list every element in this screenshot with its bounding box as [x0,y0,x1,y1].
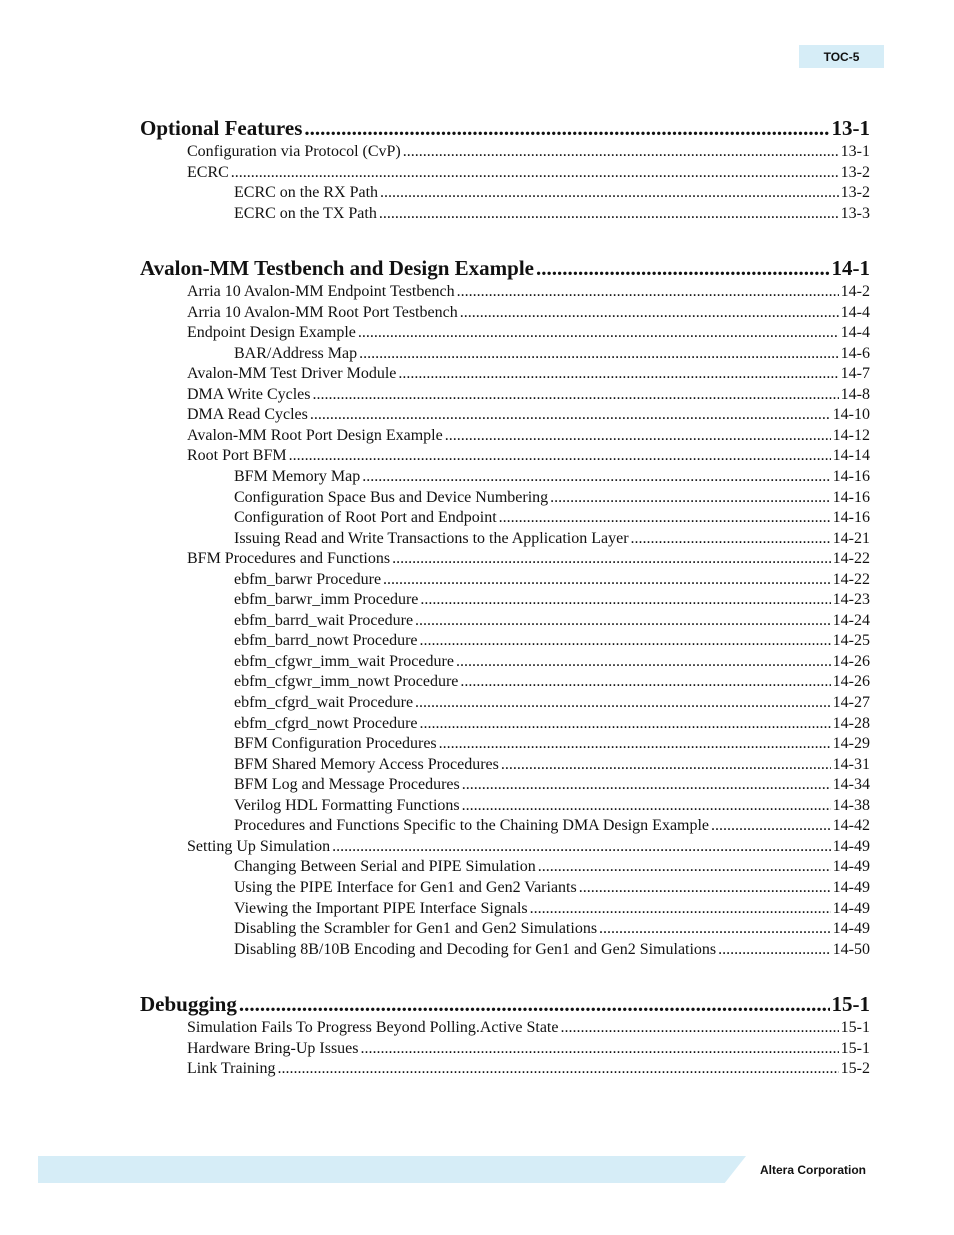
toc-entry[interactable] [187,283,870,301]
toc-entry-title: Disabling 8B/10B Encoding and Decoding for Gen1 and Gen2 Simulations [234,940,717,958]
toc-entry[interactable] [187,550,870,568]
section-heading-page: 14-1 [831,256,870,280]
toc-entry-title: Issuing Read and Write Transactions to the Application Layer [234,529,629,547]
toc-entry[interactable] [234,797,870,815]
dot-leader [460,673,830,691]
dot-leader [359,345,839,363]
footer-bar [38,1156,746,1183]
footer-company: Altera Corporation [760,1163,867,1177]
toc-entry[interactable] [234,756,870,774]
dot-leader [439,735,831,753]
toc-entry[interactable] [187,143,870,161]
page-number-tab [799,45,884,68]
section-heading-title: Debugging [140,992,237,1016]
toc-entry-page: 14-4 [840,324,870,342]
toc-entry-page: 14-16 [832,488,870,506]
toc-entry-page: 14-42 [832,817,870,835]
toc-entry-page: 14-12 [832,426,870,444]
toc-entry[interactable] [187,406,870,424]
dot-leader [358,324,839,342]
section-heading-title: Optional Features [140,116,303,140]
toc-entry-page: 14-31 [832,755,870,773]
toc-entry-page: 14-26 [832,652,870,670]
toc-entry-page: 14-49 [832,920,870,938]
toc-entry-page: 14-34 [832,776,870,794]
toc-entry-title: Avalon-MM Test Driver Module [187,365,397,383]
toc-entry[interactable] [187,1060,870,1078]
dot-leader [718,941,831,959]
toc-entry-title: ebfm_barrd_wait Procedure [234,611,414,629]
toc-entry-title: BFM Shared Memory Access Procedures [234,755,499,773]
toc-entry-page: 13-1 [840,143,870,160]
toc-entry[interactable] [234,509,870,527]
section-heading-title: Avalon-MM Testbench and Design Example [140,256,534,280]
dot-leader [499,509,831,527]
toc-entry[interactable] [234,941,870,959]
toc-entry[interactable] [187,365,870,383]
toc-entry-title: Viewing the Important PIPE Interface Signals [234,899,528,917]
dot-leader [383,571,831,589]
toc-entry-page: 14-49 [832,837,870,855]
toc-entry-page: 14-50 [832,940,870,958]
toc-entry-page: 14-26 [832,673,870,691]
dot-leader [460,304,839,322]
toc-entry-title: ebfm_barrd_nowt Procedure [234,632,418,650]
dot-leader [332,838,831,856]
toc-entry-page: 14-23 [832,591,870,609]
toc-entry-title: BFM Log and Message Procedures [234,776,460,794]
toc-entry-page: 15-1 [840,1039,870,1057]
toc-entry-title: Changing Between Serial and PIPE Simulation [234,858,536,876]
toc-entry-title: Using the PIPE Interface for Gen1 and Gen2 Variants [234,878,577,896]
toc-entry-title: Root Port BFM [187,447,287,465]
toc-entry-title: ebfm_cfgwr_imm_nowt Procedure [234,673,459,691]
dot-leader [310,406,831,424]
dot-leader [380,184,839,202]
dot-leader [550,489,831,507]
dot-leader [277,1060,838,1078]
toc-entry-title: Configuration of Root Port and Endpoint [234,509,497,527]
dot-leader [711,817,831,835]
toc-entry-page: 14-24 [832,611,870,629]
toc-entry[interactable] [234,715,870,733]
toc-entry-page: 13-2 [840,184,870,202]
toc-entry-page: 14-16 [832,509,870,527]
toc-entry-page: 14-49 [832,858,870,876]
toc-entry[interactable] [187,447,870,465]
toc-entry[interactable] [234,776,870,794]
dot-leader [560,1019,838,1037]
toc-entry-page: 14-25 [832,632,870,650]
toc-entry[interactable] [234,879,870,897]
dot-leader [456,653,831,671]
toc-entry[interactable] [187,386,870,404]
toc-entry[interactable] [234,489,870,507]
dot-leader [403,143,839,161]
toc-entry-title: Endpoint Design Example [187,324,356,342]
dot-leader [239,992,830,1017]
toc-entry-title: Avalon-MM Root Port Design Example [187,426,443,444]
dot-leader [445,427,831,445]
dot-leader [420,715,831,733]
dot-leader [631,530,831,548]
toc-entry-title: Disabling the Scrambler for Gen1 and Gen2 Simulations [234,920,598,938]
dot-leader [530,900,831,918]
toc-entry[interactable] [234,694,870,712]
toc-entry[interactable] [187,304,870,322]
toc-entry[interactable] [234,858,870,876]
toc-entry-title: Configuration via Protocol (CvP) [187,143,401,160]
section-heading-page: 15-1 [831,992,870,1016]
toc-entry[interactable] [234,530,870,548]
dot-leader [462,797,831,815]
toc-entry[interactable] [234,735,870,753]
toc-entry[interactable] [234,612,870,630]
toc-entry-title: Simulation Fails To Progress Beyond Polling.Active State [187,1019,559,1036]
toc-entry-page: 14-22 [832,550,870,568]
toc-entry[interactable] [187,427,870,445]
dot-leader [379,205,839,223]
dot-leader [415,694,831,712]
dot-leader [415,612,831,630]
toc-entry-title: Arria 10 Avalon-MM Endpoint Testbench [187,283,455,300]
toc-entry[interactable] [187,324,870,342]
toc-entry[interactable] [234,205,870,223]
toc-entry[interactable] [234,468,870,486]
toc-entry[interactable] [234,184,870,202]
toc-entry-page: 14-16 [832,467,870,485]
toc-entry-page: 14-21 [832,529,870,547]
toc-entry-title: ebfm_cfgrd_nowt Procedure [234,714,418,732]
toc-entry[interactable] [234,900,870,918]
dot-leader [289,447,831,465]
toc-entry-title: ECRC [187,163,229,181]
toc-entry-page: 13-2 [840,163,870,181]
dot-leader [420,591,830,609]
toc-entry-page: 14-2 [840,283,870,300]
section-heading[interactable] [140,992,870,1017]
toc-entry-page: 14-8 [840,385,870,403]
toc-entry-title: ebfm_barwr Procedure [234,570,382,588]
toc-entry-page: 14-7 [840,365,870,383]
toc-entry[interactable] [187,1040,870,1058]
dot-leader [599,920,831,938]
toc-entry[interactable] [187,1019,870,1037]
toc-entry-page: 14-10 [832,406,870,424]
section-heading[interactable] [140,256,870,281]
dot-leader [538,858,831,876]
toc-entry[interactable] [187,838,870,856]
toc-entry-page: 14-49 [832,899,870,917]
toc-entry-title: Setting Up Simulation [187,837,331,855]
toc-entry-page: 14-22 [832,570,870,588]
dot-leader [457,283,839,301]
page-number-label: TOC-5 [823,49,860,64]
toc-entry-title: Procedures and Functions Specific to the Chaining DMA Design Example [234,817,710,835]
toc-entry-title: ebfm_cfgwr_imm_wait Procedure [234,652,454,670]
dot-leader [536,256,830,281]
toc-entry-title: DMA Write Cycles [187,385,311,403]
toc-entry-title: Arria 10 Avalon-MM Root Port Testbench [187,303,458,321]
toc-entry-page: 14-38 [832,796,870,814]
toc-entry-page: 15-2 [840,1060,870,1078]
toc-entry-title: ECRC on the TX Path [234,204,377,222]
toc-entry[interactable] [234,571,870,589]
dot-leader [231,164,839,182]
dot-leader [392,550,831,568]
toc-entry-title: ebfm_barwr_imm Procedure [234,591,419,609]
dot-leader [579,879,831,897]
dot-leader [362,468,830,486]
dot-leader [361,1040,839,1058]
toc-entry-page: 14-14 [832,447,870,465]
toc-entry-title: Verilog HDL Formatting Functions [234,796,460,814]
dot-leader [420,632,831,650]
toc-entry-title: BFM Memory Map [234,467,361,485]
toc-entry[interactable] [234,673,870,691]
toc-entry[interactable] [234,920,870,938]
toc-entry-page: 14-27 [832,694,870,711]
toc-entry[interactable] [234,817,870,835]
toc-entry[interactable] [234,632,870,650]
dot-leader [304,116,829,141]
toc-entry[interactable] [187,164,870,182]
toc-entry-page: 14-4 [840,303,870,321]
toc-entry-title: Configuration Space Bus and Device Numbering [234,488,549,506]
toc-entry-title: BFM Procedures and Functions [187,550,391,568]
toc-entry-title: BFM Configuration Procedures [234,735,437,753]
section-heading[interactable] [140,116,870,141]
toc-entry-title: Hardware Bring-Up Issues [187,1039,359,1057]
toc-entry-title: BAR/Address Map [234,344,358,362]
dot-leader [313,386,839,404]
dot-leader [462,776,831,794]
toc-entry[interactable] [234,345,870,363]
toc-entry-page: 15-1 [840,1019,870,1036]
toc-entry[interactable] [234,591,870,609]
toc-entry-title: ECRC on the RX Path [234,184,379,202]
toc-entry-page: 14-6 [840,344,870,362]
section-heading-page: 13-1 [831,116,870,140]
toc-entry-page: 13-3 [840,204,870,222]
toc-entry-page: 14-29 [832,735,870,753]
toc-entry-title: ebfm_cfgrd_wait Procedure [234,694,414,711]
toc-entry-title: Link Training [187,1060,276,1078]
toc-entry-title: DMA Read Cycles [187,406,308,424]
toc-entry[interactable] [234,653,870,671]
toc-entry-page: 14-28 [832,714,870,732]
dot-leader [398,365,838,383]
dot-leader [501,756,831,774]
toc-entry-page: 14-49 [832,878,870,896]
